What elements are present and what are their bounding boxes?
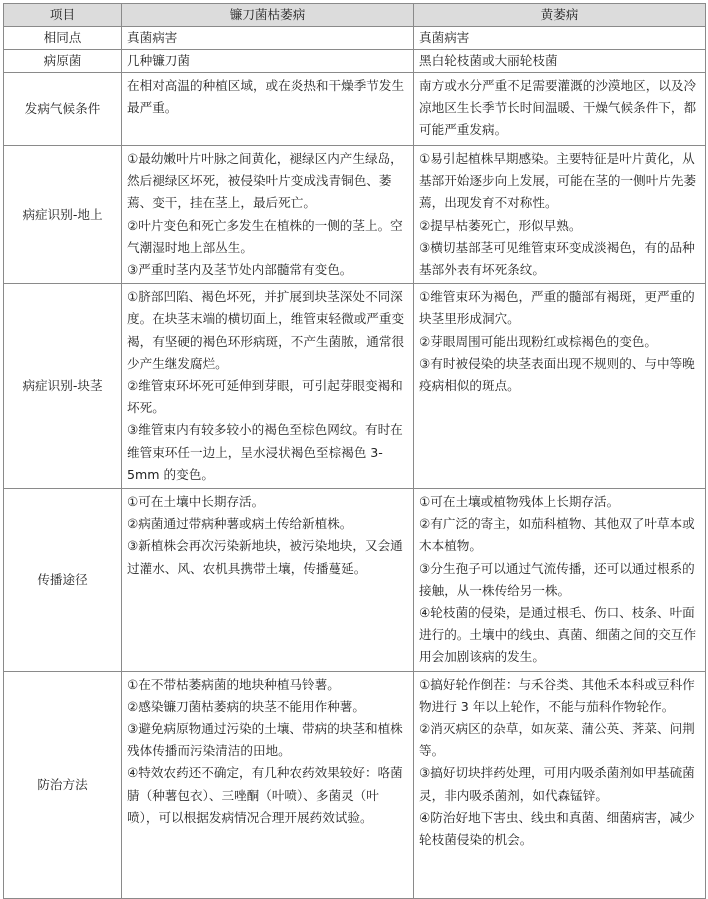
cell-text: ③维管束内有较多较小的褐色至棕色网纹。有时在维管束环任一边上，呈水浸状褐色至棕褐色 3-5mm 的变色。	[127, 422, 403, 482]
cell-text: ①脐部凹陷、褐色坏死，并扩展到块茎深处不同深度。在块茎末端的横切面上，维管束轻微或严重变褐，有坚硬的褐色环形病斑，不产生菌脓，通常很少产生继发腐烂。	[127, 289, 405, 371]
verticillium-cell	[414, 284, 706, 489]
cell-text: ③避免病原物通过污染的土壤、带病的块茎和植株残体传播而污染清洁的田地。	[127, 721, 403, 759]
fusarium-cell	[122, 489, 414, 672]
fusarium-cell	[122, 146, 414, 284]
cell-text: ③有时被侵染的块茎表面出现不规则的、与中等晚疫病相似的斑点。	[419, 355, 695, 394]
cell-text: 南方或水分严重不足需要灌溉的沙漠地区，以及冷凉地区生长季节长时间温暖、干燥气候条件下，都可能严重发病。	[419, 78, 697, 138]
cell-text: ②提早枯萎死亡，形似早熟。	[419, 217, 582, 233]
cell-text: ③分生孢子可以通过气流传播，还可以通过根系的接触，从一株传给另一株。	[419, 560, 695, 598]
cell-text: ①维管束环为褐色，严重的髓部有褐斑，更严重的块茎里形成洞穴。	[419, 289, 695, 327]
cell-text: 真菌病害	[419, 30, 470, 45]
header-verticillium-wilt: 黄萎病	[414, 4, 706, 27]
fusarium-cell	[122, 50, 414, 73]
cell-text: ②叶片变色和死亡多发生在植株的一侧的茎上。空气潮湿时地上部丛生。	[127, 217, 403, 255]
cell-text: ③严重时茎内及茎节处内部髓常有变色。	[127, 262, 353, 278]
table-row	[4, 27, 706, 50]
fusarium-cell	[122, 73, 414, 146]
row-label: 病症识别-地上	[4, 146, 122, 284]
table-row	[4, 489, 706, 672]
fusarium-cell	[122, 671, 414, 898]
verticillium-cell	[414, 489, 706, 672]
cell-text: ①可在土壤或植物残体上长期存活。	[419, 494, 620, 510]
row-label: 传播途径	[4, 489, 122, 672]
cell-text: ②芽眼周围可能出现粉红或棕褐色的变色。	[419, 333, 657, 349]
cell-text: ③新植株会再次污染新地块，被污染地块，又会通过灌水、风、农机具携带土壤，传播蔓延。	[127, 538, 403, 576]
cell-text: ④轮枝菌的侵染，是通过根毛、伤口、枝条、叶面进行的。土壤中的线虫、真菌、细菌之间的交互作用会加剧该病的发生。	[419, 605, 697, 665]
cell-text: ①可在土壤中长期存活。	[127, 494, 265, 510]
verticillium-cell	[414, 50, 706, 73]
cell-text: ①易引起植株早期感染。主要特征是叶片黄化，从基部开始逐步向上发展，可能在茎的一侧叶片先萎蔫，出现发育不对称性。	[419, 151, 697, 211]
row-label: 相同点	[4, 27, 122, 50]
cell-text: ②维管束环坏死可延伸到芽眼，可引起芽眼变褐和坏死。	[127, 378, 403, 416]
cell-text: ①最幼嫩叶片叶脉之间黄化，褪绿区内产生绿岛，然后褪绿区坏死，被侵染叶片变成浅青铜色、萎蔫、变干，挂在茎上，最后死亡。	[127, 151, 403, 211]
row-label: 发病气候条件	[4, 73, 122, 146]
table-row	[4, 50, 706, 73]
cell-text: 几种镰刀菌	[127, 53, 190, 68]
fusarium-cell	[122, 27, 414, 50]
comparison-table	[3, 3, 706, 899]
verticillium-cell	[414, 146, 706, 284]
verticillium-cell	[414, 27, 706, 50]
cell-text: 在相对高温的种植区域，或在炎热和干燥季节发生最严重。	[127, 78, 405, 116]
cell-text: ②有广泛的寄主，如茄科植物、其他双了叶草本或木本植物。	[419, 516, 695, 554]
row-label: 病症识别-块茎	[4, 284, 122, 489]
cell-text: ④防治好地下害虫、线虫和真菌、细菌病害，减少轮枝菌侵染的机会。	[419, 809, 695, 848]
header-item: 项目	[4, 4, 122, 27]
table-row	[4, 284, 706, 489]
cell-text: ②消灭病区的杂草，如灰菜、蒲公英、荠菜、问荆等。	[419, 721, 695, 759]
fusarium-cell	[122, 284, 414, 489]
verticillium-cell	[414, 73, 706, 146]
row-label: 防治方法	[4, 671, 122, 898]
cell-text: ①搞好轮作倒茬：与禾谷类、其他禾本科或豆科作物进行 3 年以上轮作，不能与茄科作物轮作。	[419, 676, 695, 714]
cell-text: 黑白轮枝菌或大丽轮枝菌	[419, 53, 558, 68]
cell-text: ②病菌通过带病种薯或病土传给新植株。	[127, 516, 353, 532]
table-row	[4, 671, 706, 898]
cell-text: ③搞好切块拌药处理，可用内吸杀菌剂如甲基硫菌灵，非内吸杀菌剂，如代森锰锌。	[419, 765, 695, 803]
cell-text: ①在不带枯萎病菌的地块种植马铃薯。	[127, 676, 340, 692]
cell-text: ③横切基部茎可见维管束环变成淡褐色，有的品种基部外表有坏死条纹。	[419, 239, 695, 278]
table-row	[4, 73, 706, 146]
row-label: 病原菌	[4, 50, 122, 73]
cell-text: ②感染镰刀菌枯萎病的块茎不能用作种薯。	[127, 698, 365, 714]
cell-text: ④特效农药还不确定，有几种农药效果较好：咯菌腈（种薯包衣）、三唑酮（叶喷）、多菌灵（叶喷），可以根据发病情况合理开展药效试验。	[127, 765, 403, 825]
verticillium-cell	[414, 671, 706, 898]
cell-text: 真菌病害	[127, 30, 178, 45]
header-row	[4, 4, 706, 27]
table-row	[4, 146, 706, 284]
header-fusarium-wilt: 镰刀菌枯萎病	[122, 4, 414, 27]
